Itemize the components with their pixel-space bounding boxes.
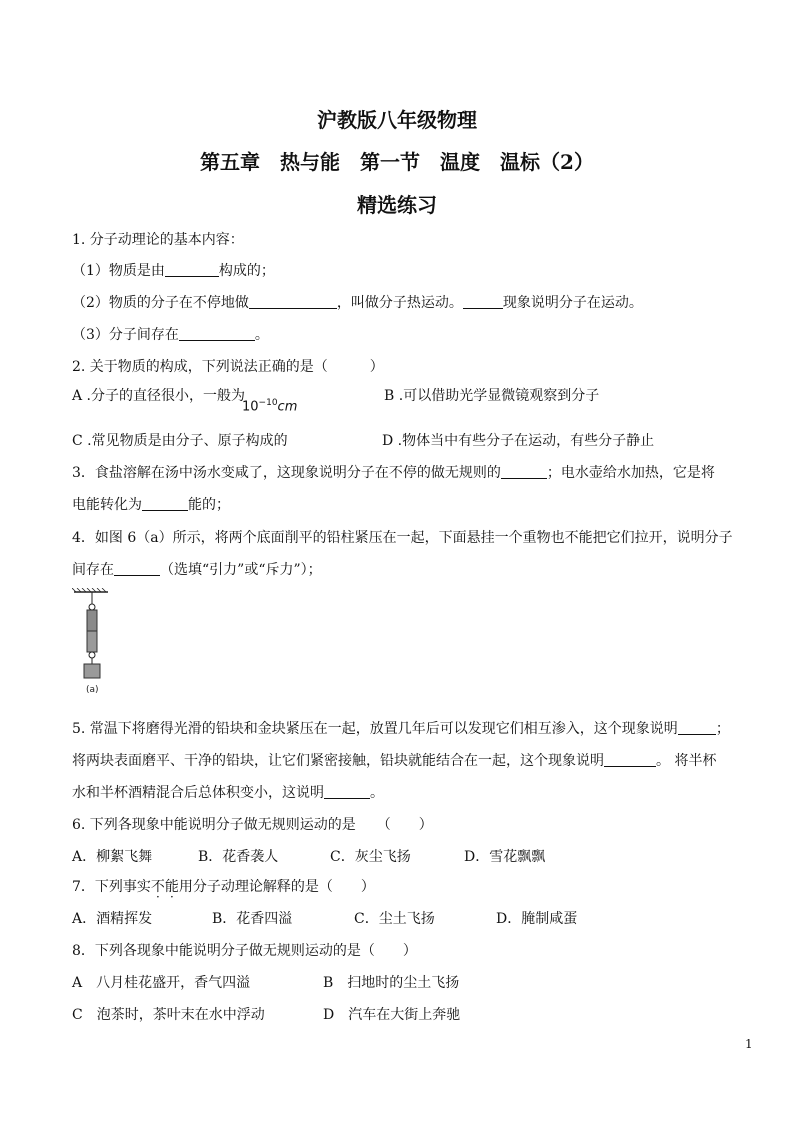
- q1-blank-4[interactable]: [179, 326, 255, 341]
- q8-option-b: B 扫地时的尘土飞扬: [323, 975, 460, 991]
- q7-option-a: A．酒精挥发: [72, 911, 153, 927]
- q8-stem: 8．下列各现象中能说明分子做无规则运动的是（ ）: [72, 943, 417, 959]
- q3-line-1: 3．食盐溶解在汤中汤水变咸了，这现象说明分子在不停的做无规则的 ；电水壶给水加热，它是将: [72, 465, 715, 481]
- q7-option-d: D．腌制咸蛋: [496, 911, 578, 927]
- page-number: 1: [745, 1037, 753, 1051]
- q2-option-a: A .分子的直径很小，一般为: [72, 388, 246, 404]
- q8-option-d: D 汽车在大街上奔驰: [323, 1007, 461, 1023]
- emphasis-dot-2: 能: [164, 879, 179, 895]
- q1-blank-2[interactable]: [249, 294, 337, 309]
- q2-option-d: D .物体当中有些分子在运动，有些分子静止: [382, 433, 655, 449]
- q3-line-2: 电能转化为 能的；: [72, 497, 230, 513]
- q2-option-c: C .常见物质是由分子、原子构成的: [72, 433, 288, 449]
- q7-stem: 7．下列事实不能用分子动理论解释的是（ ）: [72, 879, 375, 895]
- q5-line-2: 将两块表面磨平、干净的铅块，让它们紧密接触，铅块就能结合在一起，这个现象说明 。 将半杯: [72, 753, 717, 769]
- q2-stem: 2. 关于物质的构成，下列说法正确的是（ ）: [72, 359, 384, 375]
- q2-option-a-math: $10^{-10}cm$: [242, 398, 298, 415]
- q6-option-d: D．雪花飘飘: [464, 849, 546, 865]
- q4-blank-1[interactable]: [114, 561, 160, 576]
- section-subtitle: 精选练习: [357, 193, 437, 217]
- figure-label: (a): [86, 685, 99, 695]
- q4-line-2: 间存在 （选填“引力”或“斥力”）；: [72, 562, 322, 578]
- q3-blank-1[interactable]: [501, 464, 547, 479]
- q8-option-a: A 八月桂花盛开，香气四溢: [72, 975, 251, 991]
- q6-option-a: A．柳絮飞舞: [72, 849, 153, 865]
- doc-title: 沪教版八年级物理: [317, 108, 477, 132]
- q1-part3: （3）分子间存在 。: [72, 327, 269, 343]
- q7-option-b: B．花香四溢: [212, 911, 293, 927]
- q6-option-c: C．灰尘飞扬: [330, 849, 411, 865]
- q8-option-c: C 泡茶时，茶叶末在水中浮动: [72, 1007, 265, 1023]
- q1-part1: （1）物质是由 构成的；: [72, 263, 275, 279]
- q5-blank-1[interactable]: [678, 720, 716, 735]
- q2-option-b: B .可以借助光学显微镜观察到分子: [384, 388, 600, 404]
- q5-line-1: 5. 常温下将磨得光滑的铅块和金块紧压在一起，放置几年后可以发现它们相互渗入，这个现象说明 ；: [72, 721, 730, 737]
- q1-stem: 1. 分子动理论的基本内容：: [72, 232, 244, 248]
- q1-part2: （2）物质的分子在不停地做 ，叫做分子热运动。 现象说明分子在运动。: [72, 295, 643, 311]
- lead-cylinder-figure: [72, 588, 112, 698]
- q4-line-1: 4．如图 6（a）所示，将两个底面削平的铅柱紧压在一起，下面悬挂一个重物也不能把它们拉开，说明分子: [72, 530, 733, 546]
- q6-option-b: B．花香袭人: [198, 849, 279, 865]
- q5-line-3: 水和半杯酒精混合后总体积变小，这说明 。: [72, 785, 384, 801]
- chapter-title: 第五章 热与能 第一节 温度 温标（2）: [200, 150, 594, 174]
- q5-blank-3[interactable]: [324, 784, 370, 799]
- emphasis-dot-1: 不: [150, 879, 165, 895]
- q1-blank-3[interactable]: [463, 294, 503, 309]
- lead-cylinder-diagram: [72, 588, 112, 698]
- q7-option-c: C．尘土飞扬: [354, 911, 435, 927]
- q1-blank-1[interactable]: [165, 262, 219, 277]
- q5-blank-2[interactable]: [604, 752, 656, 767]
- q6-stem: 6. 下列各现象中能说明分子做无规则运动的是 （ ）: [72, 817, 433, 833]
- q3-blank-2[interactable]: [142, 496, 188, 511]
